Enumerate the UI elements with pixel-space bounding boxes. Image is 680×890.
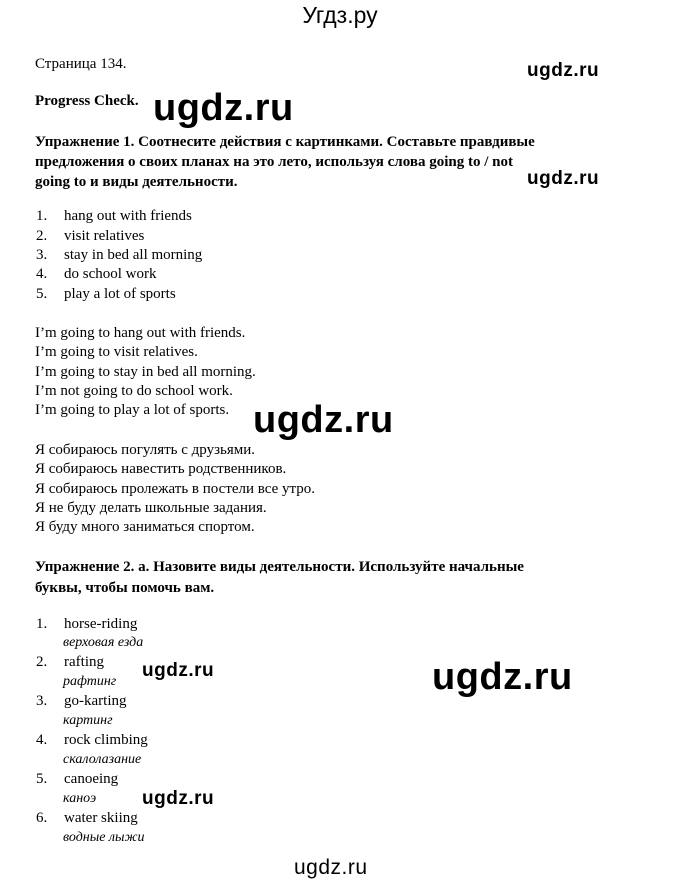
list-item-translation: верховая езда: [63, 635, 144, 650]
watermark: ugdz.ru: [253, 399, 394, 441]
answer-sentence: I’m going to visit relatives.: [35, 344, 198, 360]
translation-sentence: Я буду много заниматься спортом.: [35, 519, 255, 535]
list-item: rock climbing: [64, 732, 148, 748]
footer-watermark: ugdz.ru: [294, 856, 368, 879]
answer-sentence: I’m going to play a lot of sports.: [35, 402, 230, 418]
list-item: water skiing: [64, 810, 138, 826]
list-item: do school work: [64, 266, 157, 282]
list-item: canoeing: [64, 771, 119, 787]
watermark: ugdz.ru: [153, 87, 294, 129]
list-item-number: 1.: [36, 616, 48, 632]
answer-sentence: I’m not going to do school work.: [35, 383, 233, 399]
site-title: Угдз.ру: [302, 2, 378, 28]
list-item-number: 2.: [36, 228, 48, 244]
list-item: rafting: [64, 654, 104, 670]
list-item: hang out with friends: [64, 208, 192, 224]
list-item: stay in bed all morning: [64, 247, 203, 263]
list-item-number: 1.: [36, 208, 48, 224]
translation-sentence: Я не буду делать школьные задания.: [35, 500, 267, 516]
exercise1-heading-line-1: Упражнение 1. Соотнесите действия с картинками. Составьте правдивые: [35, 134, 535, 150]
exercise2-heading-line-1: Упражнение 2. а. Назовите виды деятельности. Используйте начальные: [35, 559, 524, 575]
list-item-number: 2.: [36, 654, 48, 670]
answer-sentence: I’m going to hang out with friends.: [35, 325, 246, 341]
list-item: play a lot of sports: [64, 286, 176, 302]
translation-sentence: Я собираюсь погулять с друзьями.: [35, 442, 256, 458]
exercise1-heading-line-2: предложения о своих планах на это лето, используя слова going to / not: [35, 154, 513, 170]
exercise2-heading-line-2: буквы, чтобы помочь вам.: [35, 580, 215, 596]
list-item-translation: картинг: [63, 713, 113, 728]
exercise1-heading-line-3: going to и виды деятельности.: [35, 174, 238, 190]
watermark: ugdz.ru: [432, 656, 573, 698]
translation-sentence: Я собираюсь навестить родственников.: [35, 461, 287, 477]
list-item-number: 6.: [36, 810, 48, 826]
list-item-number: 5.: [36, 771, 48, 787]
watermark: ugdz.ru: [142, 660, 215, 681]
list-item: go-karting: [64, 693, 127, 709]
page-label: Страница 134.: [35, 56, 127, 72]
list-item-number: 4.: [36, 732, 48, 748]
list-item-translation: каноэ: [63, 791, 97, 806]
watermark: ugdz.ru: [527, 168, 600, 189]
list-item-translation: рафтинг: [63, 674, 117, 689]
list-item-translation: водные лыжи: [63, 830, 145, 845]
list-item-translation: скалолазание: [63, 752, 142, 767]
list-item-number: 3.: [36, 693, 48, 709]
watermark: ugdz.ru: [142, 788, 215, 809]
progress-check-heading: Progress Check.: [35, 93, 139, 109]
list-item: visit relatives: [64, 228, 145, 244]
translation-sentence: Я собираюсь пролежать в постели все утро.: [35, 481, 316, 497]
list-item-number: 4.: [36, 266, 48, 282]
list-item-number: 3.: [36, 247, 48, 263]
watermark: ugdz.ru: [527, 60, 600, 81]
list-item: horse-riding: [64, 616, 138, 632]
list-item-number: 5.: [36, 286, 48, 302]
answer-sentence: I’m going to stay in bed all morning.: [35, 364, 256, 380]
